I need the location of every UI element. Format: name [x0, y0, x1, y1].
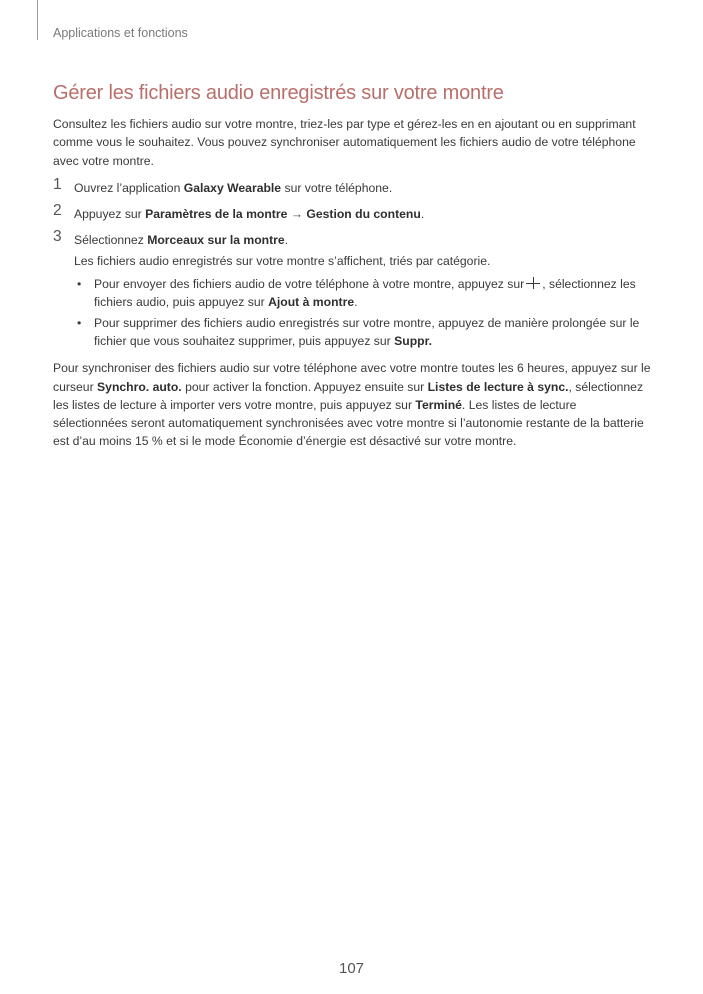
bullet-text: , sélectionnez les fichiers audio, puis appuyez sur	[94, 277, 636, 310]
menu-tracks: Morceaux sur la montre	[147, 233, 285, 248]
toggle-auto-sync: Synchro. auto.	[97, 379, 182, 394]
app-name: Galaxy Wearable	[183, 180, 282, 195]
step-3	[53, 228, 653, 350]
bullet-text: .	[354, 295, 358, 310]
intro-paragraph: Consultez les fichiers audio sur votre montre, triez-les par type et gérez-les en en ajoutant ou en supprimant comme vous le souhaitez. Vous pouvez synchroniser automatiquement les fichiers audio de votre téléphone avec votre montre.	[53, 117, 636, 168]
bullet-send	[74, 275, 653, 312]
sync-text: , sélectionnez les listes de lecture à importer vers votre montre, puis appuyez sur	[53, 379, 644, 412]
sync-text: . Les listes de lecture sélectionnées seront automatiquement synchronisées avec votre montre si l’autonomie restante de la batterie est d’au moins 15 % et si le mode Économie d’énergie est désactivé sur votre montre.	[53, 397, 644, 449]
step-note: Les fichiers audio enregistrés sur votre montre s’affichent, triés par catégorie.	[74, 253, 491, 268]
action-add: Ajout à montre	[268, 295, 355, 310]
step-2	[53, 202, 653, 223]
section-title: Gérer les fichiers audio enregistrés sur votre montre	[53, 82, 504, 104]
bullet-dot: •	[77, 315, 82, 330]
action-delete: Suppr.	[394, 333, 433, 348]
bullet-text: Pour envoyer des fichiers audio de votre téléphone à votre montre, appuyez sur	[94, 277, 525, 292]
step-1	[53, 175, 653, 197]
menu-playlists: Listes de lecture à sync.	[427, 379, 569, 394]
sync-paragraph	[53, 359, 653, 450]
step-text: Appuyez sur	[74, 207, 146, 222]
step-number: 2	[53, 202, 62, 220]
bullet-delete	[74, 314, 653, 351]
page-number: 107	[338, 960, 365, 977]
menu-content: Gestion du contenu	[306, 207, 421, 222]
plus-icon	[526, 277, 540, 289]
step-text: .	[420, 207, 425, 222]
arrow-icon: →	[287, 207, 307, 222]
step-text: sur votre téléphone.	[281, 180, 393, 195]
steps-list	[53, 175, 653, 350]
running-header: Applications et fonctions	[53, 26, 188, 40]
step-text: .	[284, 233, 289, 248]
bullet-list	[74, 275, 653, 350]
sync-text: pour activer la fonction. Appuyez ensuite sur	[181, 379, 428, 394]
step-number: 1	[53, 175, 62, 193]
bullet-text: Pour supprimer des fichiers audio enregistrés sur votre montre, appuyez de manière prolongée sur le fichier que vous souhaitez supprimer, puis appuyez sur	[94, 315, 640, 348]
sync-text: Pour synchroniser des fichiers audio sur votre téléphone avec votre montre toutes les 6 heures, appuyez sur le curseur	[53, 361, 651, 394]
menu-settings: Paramètres de la montre	[145, 207, 288, 222]
content	[53, 115, 653, 451]
action-done: Terminé	[415, 397, 462, 412]
bullet-dot: •	[77, 277, 82, 292]
step-text: Sélectionnez	[74, 233, 148, 248]
step-text: Ouvrez l’application	[74, 180, 184, 195]
header-rule	[37, 0, 38, 40]
step-number: 3	[53, 228, 62, 246]
